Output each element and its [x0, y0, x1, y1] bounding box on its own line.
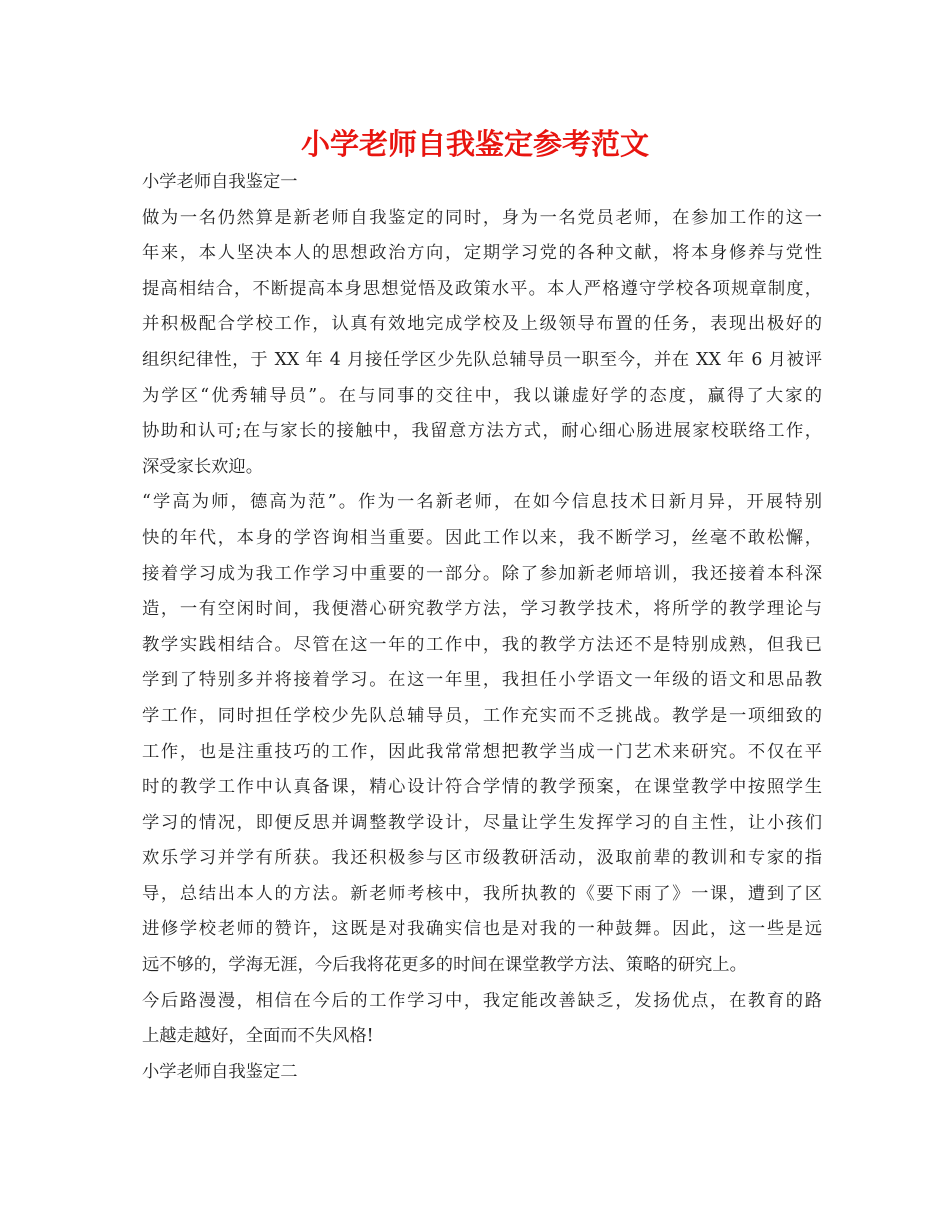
- text-line: 为学区“优秀辅导员”。在与同事的交往中，我以谦虚好学的态度，赢得了大家的: [142, 385, 822, 406]
- text-line: 导，总结出本人的方法。新老师考核中，我所执教的《要下雨了》一课，遭到了区: [142, 883, 822, 904]
- text-line: 接着学习成为我工作学习中重要的一部分。除了参加新老师培训，我还接着本科深: [142, 563, 822, 584]
- text-line: 深受家长欢迎。: [142, 456, 263, 477]
- document-body: [142, 165, 822, 1090]
- text-line: 时的教学工作中认真备课，精心设计符合学情的教学预案，在课堂教学中按照学生: [142, 777, 822, 798]
- text-line: 进修学校老师的赞许，这既是对我确实信也是对我的一种鼓舞。因此，这一些是远: [142, 919, 822, 940]
- text-line: 学习的情况，即便反思并调整教学设计，尽量让学生发挥学习的自主性，让小孩们: [142, 812, 822, 833]
- text-line: 远不够的，学海无涯，今后我将花更多的时间在课堂教学方法、策略的研究上。: [142, 955, 747, 976]
- text-line: 并积极配合学校工作，认真有效地完成学校及上级领导布置的任务，表现出极好的: [142, 314, 822, 335]
- text-line: 学到了特别多并将接着学习。在这一年里，我担任小学语文一年级的语文和思品教: [142, 670, 822, 691]
- text-line: 组织纪律性，于 XX 年 4 月接任学区少先队总辅导员一职至今，并在 XX 年 6 月被评: [142, 349, 822, 370]
- text-line: 今后路漫漫，相信在今后的工作学习中，我定能改善缺乏，发扬优点，在教育的路: [142, 990, 822, 1011]
- text-line: 提高相结合，不断提高本身思想觉悟及政策水平。本人严格遵守学校各项规章制度，: [142, 278, 822, 299]
- section-heading: 小学老师自我鉴定一: [142, 172, 298, 192]
- text-line: 造，一有空闲时间，我便潜心研究教学方法，学习教学技术，将所学的教学理论与: [142, 599, 822, 620]
- text-line: “学高为师，德高为范”。作为一名新老师，在如今信息技术日新月异，开展特别: [142, 492, 822, 513]
- text-line: 欢乐学习并学有所获。我还积极参与区市级教研活动，汲取前辈的教训和专家的指: [142, 848, 822, 869]
- section-heading: 小学老师自我鉴定二: [142, 1061, 298, 1082]
- document-title: 小学老师自我鉴定参考范文: [300, 127, 649, 161]
- text-line: 学工作，同时担任学校少先队总辅导员，工作充实而不乏挑战。教学是一项细致的: [142, 705, 822, 726]
- text-line: 上越走越好，全面而不失风格!: [142, 1026, 374, 1047]
- text-line: 快的年代，本身的学咨询相当重要。因此工作以来，我不断学习，丝毫不敢松懈，: [142, 527, 822, 548]
- text-line: 年来，本人坚决本人的思想政治方向，定期学习党的各种文献，将本身修养与党性: [142, 243, 822, 264]
- text-line: 工作，也是注重技巧的工作，因此我常常想把教学当成一门艺术来研究。不仅在平: [142, 741, 822, 762]
- text-line: 教学实践相结合。尽管在这一年的工作中，我的教学方法还不是特别成熟，但我已: [142, 634, 822, 655]
- text-line: 协助和认可;在与家长的接触中，我留意方法方式，耐心细心肠进展家校联络工作，: [142, 421, 822, 442]
- text-line: 做为一名仍然算是新老师自我鉴定的同时，身为一名党员老师，在参加工作的这一: [142, 207, 822, 228]
